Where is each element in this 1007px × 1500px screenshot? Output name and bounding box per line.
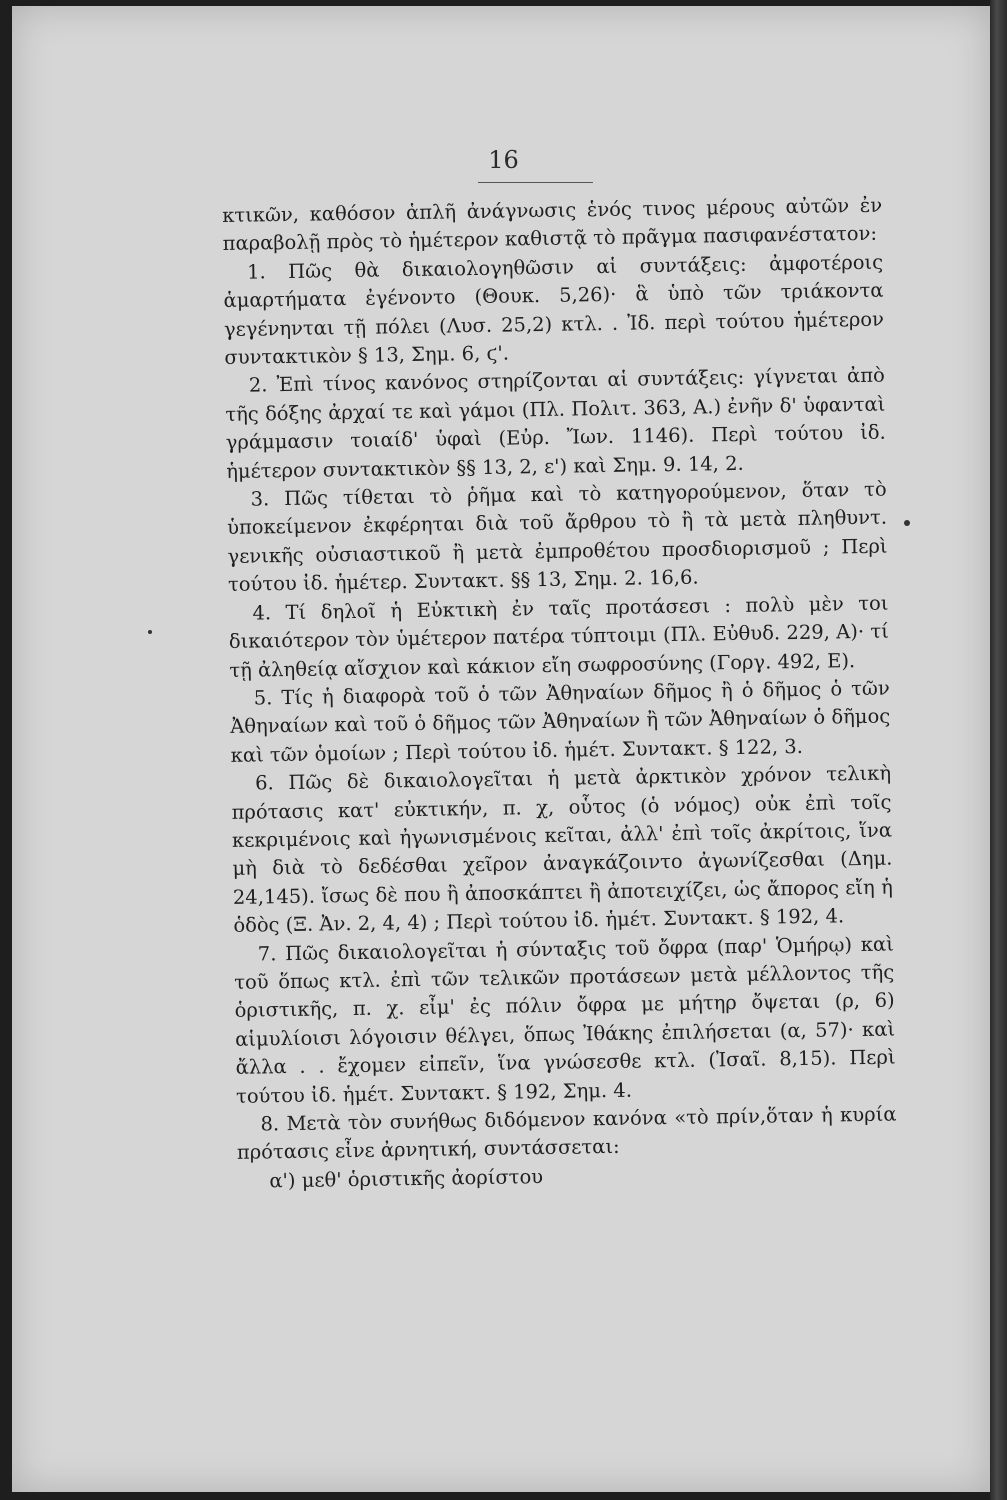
- body-text: [222, 192, 898, 1196]
- ink-speck: [904, 520, 910, 526]
- question-2: 2. Ἐπὶ τίνος κανόνος στηρίζονται αἱ συντάξεις: γίγνεται ἀπὸ τῆς δόξης ἀρχαί τε καὶ γάμοι (Πλ. Πολιτ. 363, Α.) ἐνῆν δ' ὑφανταὶ γράμμασιν τοιαίδ' ὑφαὶ (Εὐρ. Ἴων. 1146). Περὶ τούτου ἰδ. ἡμέτερον συντακτικὸν §§ 13, 2, ε') καὶ Σημ. 9. 14, 2.: [225, 364, 886, 483]
- paragraph-intro: κτικῶν, καθόσον ἁπλῆ ἀνάγνωσις ἑνός τινος μέρους αὐτῶν ἐν παραβολῇ πρὸς τὸ ἡμέτερον καθιστᾷ τὸ πρᾶγμα πασιφανέστατον:: [222, 193, 883, 256]
- book-edge: [990, 0, 1007, 1500]
- question-1: 1. Πῶς θὰ δικαιολογηθῶσιν αἱ συντάξεις: ἀμφοτέροις ἁμαρτήματα ἐγένοντο (Θουκ. 5,26)· ἃ ὑπὸ τῶν τριάκοντα γεγένηνται τῇ πόλει (Λυσ. 25,2) κτλ. . Ἰδ. περὶ τούτου ἡμέτερον συντακτικὸν § 13, Σημ. 6, ϛ'.: [223, 250, 885, 370]
- page-number-rule: [478, 182, 593, 183]
- question-7: 7. Πῶς δικαιολογεῖται ἡ σύνταξις τοῦ ὄφρα (παρ' Ὁμήρῳ) καὶ τοῦ ὅπως κτλ. ἐπὶ τῶν τελικῶν προτάσεων μετὰ μέλλοντος τῆς ὁριστικῆς, π. χ. εἶμ' ἐς πόλιν ὄφρα με μήτηρ ὄψεται (ρ, 6) αἱμυλίοισι λόγοισιν θέλγει, ὅπως Ἰθάκης ἐπιλήσεται (α, 57)· καὶ ἄλλα . . ἔχομεν εἰπεῖν, ἵνα γνώσεσθε κτλ. (Ἰσαῖ. 8,15). Περὶ τούτου ἰδ. ἡμέτ. Συντακτ. § 192, Σημ. 4.: [234, 932, 896, 1108]
- question-6: 6. Πῶς δὲ δικαιολογεῖται ἡ μετὰ ἀρκτικὸν χρόνον τελικὴ πρότασις κατ' εὐκτικήν, π. χ, οὗτος (ὁ νόμος) οὐκ ἐπὶ τοῖς κεκριμένοις καὶ ἠγωνισμένοις κεῖται, ἀλλ' ἐπὶ τοῖς ἀκρίτοις, ἵνα μὴ διὰ τὸ δεδέσθαι χεῖρον ἀναγκάζοιντο ἀγωνίζεσθαι (Δημ. 24,145). ἴσως δὲ που ἢ ἀποσκάπτει ἢ ἀποτειχίζει, ὡς ἄπορος εἴη ἡ ὁδὸς (Ξ. Ἀν. 2, 4, 4) ; Περὶ τούτου ἰδ. ἡμέτ. Συντακτ. § 192, 4.: [231, 761, 894, 938]
- page-number: 16: [488, 146, 519, 174]
- ink-speck: [148, 630, 152, 634]
- question-5: 5. Τίς ἡ διαφορὰ τοῦ ὁ τῶν Ἀθηναίων δῆμος ἢ ὁ δῆμος ὁ τῶν Ἀθηναίων καὶ τοῦ ὁ δῆμος τῶν Ἀθηναίων ἢ τῶν Ἀθηναίων ὁ δῆμος καὶ τῶν ὁμοίων ; Περὶ τούτου ἰδ. ἡμέτ. Συντακτ. § 122, 3.: [230, 676, 891, 767]
- question-8: 8. Μετὰ τὸν συνήθως διδόμενον κανόνα «τὸ πρίν,ὅταν ἡ κυρία πρότασις εἶνε ἀρνητική, συντάσσεται:: [236, 1102, 897, 1165]
- question-8-subitem-a: α') μεθ' ὁριστικῆς ἀορίστου: [269, 1164, 544, 1193]
- question-3: 3. Πῶς τίθεται τὸ ῥῆμα καὶ τὸ κατηγορούμενον, ὅταν τὸ ὑποκείμενον ἐκφέρηται διὰ τοῦ ἄρθρου τὸ ἢ τὰ μετὰ πληθυντ. γενικῆς οὐσιαστικοῦ ἢ μετὰ ἐμπροθέτου προσδιορισμοῦ ; Περὶ τούτου ἰδ. ἡμέτερ. Συντακτ. §§ 13, Σημ. 2. 16,6.: [226, 477, 888, 597]
- question-4: 4. Τί δηλοῖ ἡ Εὐκτικὴ ἐν ταῖς προτάσεσι : πολὺ μὲν τοι δικαιότερον τὸν ὑμέτερον πατέρα τύπτοιμι (Πλ. Εὐθυδ. 229, Α)· τί τῇ ἀληθείᾳ αἴσχιον καὶ κάκιον εἴη σωφροσύνης (Γοργ. 492, Ε).: [228, 591, 890, 682]
